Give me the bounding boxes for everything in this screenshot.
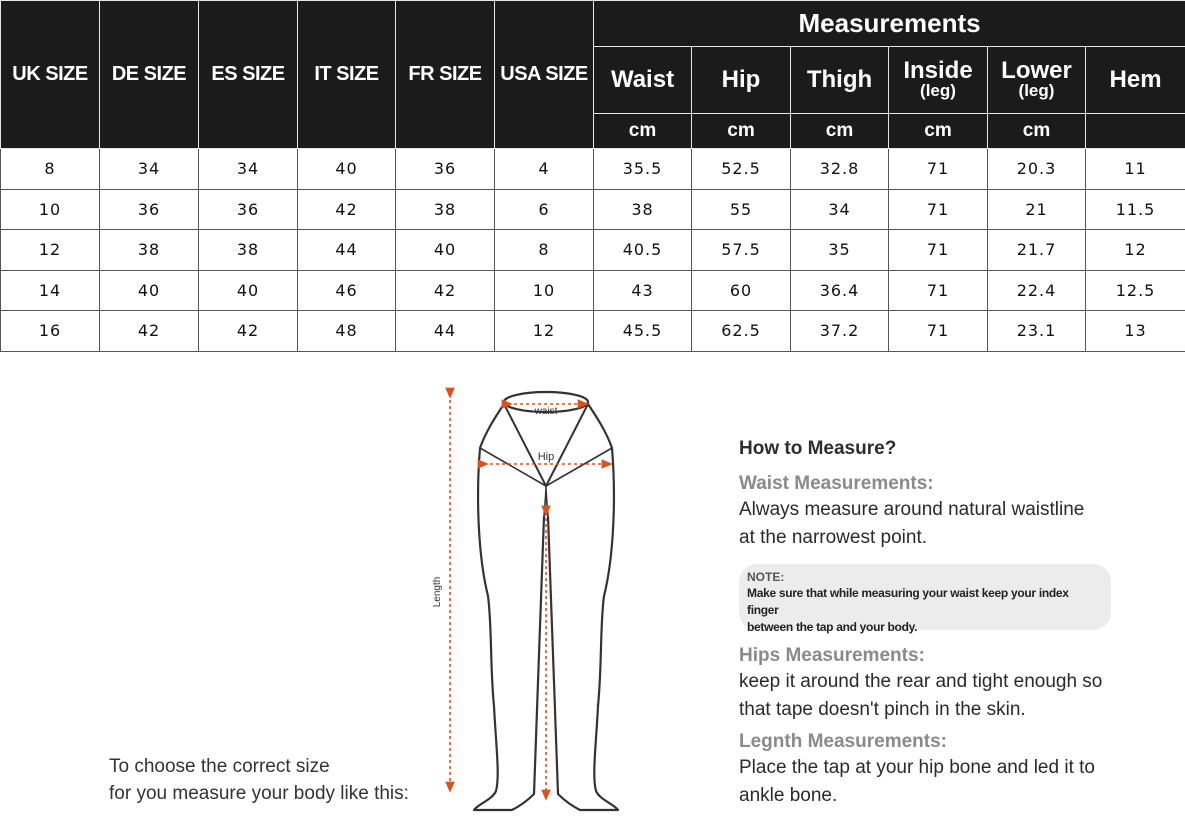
hip-label: Hip	[537, 451, 555, 463]
table-cell: 8	[1, 149, 100, 190]
table-cell: 36	[396, 149, 495, 190]
table-cell: 42	[199, 311, 298, 352]
table-cell: 62.5	[692, 311, 791, 352]
header-inside-label: Inside	[903, 57, 973, 84]
table-cell: 6	[495, 189, 594, 230]
table-cell: 46	[298, 270, 396, 311]
note-title: NOTE:	[747, 570, 785, 584]
header-es-size: ES SIZE	[199, 1, 298, 149]
header-thigh-label: Thigh	[806, 66, 873, 93]
header-it-size: IT SIZE	[298, 1, 396, 149]
hips-measurements-title: Hips Measurements:	[739, 645, 925, 666]
header-de-size: DE SIZE	[100, 1, 199, 149]
how-to-measure-section	[739, 438, 1159, 810]
table-cell: 60	[692, 270, 791, 311]
table-cell: 11	[1086, 149, 1185, 190]
choose-line-2: for you measure your body like this:	[109, 783, 409, 804]
table-cell: 10	[495, 270, 594, 311]
unit-inside: cm	[889, 114, 988, 149]
how-to-measure-title: How to Measure?	[739, 438, 897, 459]
unit-thigh: cm	[791, 114, 889, 149]
length-line-1: Place the tap at your hip bone and led it to	[739, 757, 1095, 778]
table-cell: 21	[988, 189, 1086, 230]
waist-measurements-title: Waist Measurements:	[739, 473, 934, 494]
table-cell: 38	[396, 189, 495, 230]
table-cell: 21.7	[988, 230, 1086, 271]
table-cell: 20.3	[988, 149, 1086, 190]
unit-hem	[1086, 114, 1185, 149]
table-cell: 34	[100, 149, 199, 190]
table-cell: 14	[1, 270, 100, 311]
table-cell: 40	[100, 270, 199, 311]
table-cell: 38	[199, 230, 298, 271]
table-cell: 44	[396, 311, 495, 352]
header-inside-sub: (leg)	[920, 81, 956, 100]
table-cell: 40	[396, 230, 495, 271]
table-cell: 43	[594, 270, 692, 311]
header-waist	[594, 47, 692, 114]
header-hip-label: Hip	[721, 66, 761, 93]
table-cell: 12	[1086, 230, 1185, 271]
table-row	[1, 311, 1185, 352]
table-row	[1, 189, 1185, 230]
table-cell: 35	[791, 230, 889, 271]
header-hem	[1086, 47, 1185, 114]
header-usa-size: USA SIZE	[495, 1, 594, 149]
pants-measurement-figure	[420, 386, 630, 826]
table-cell: 55	[692, 189, 791, 230]
table-row	[1, 270, 1185, 311]
hips-line-1: keep it around the rear and tight enough so	[739, 671, 1103, 692]
note-box	[739, 564, 1111, 634]
note-line-2: between the tap and your body.	[747, 620, 918, 634]
note-line-1: Make sure that while measuring your waist keep your index finger	[747, 586, 1069, 617]
header-measurements: Measurements	[594, 1, 1185, 47]
table-cell: 71	[889, 230, 988, 271]
table-row	[1, 149, 1185, 190]
table-cell: 35.5	[594, 149, 692, 190]
header-hip	[692, 47, 791, 114]
table-cell: 34	[199, 149, 298, 190]
table-cell: 22.4	[988, 270, 1086, 311]
table-cell: 71	[889, 311, 988, 352]
table-cell: 48	[298, 311, 396, 352]
choose-line-1: To choose the correct size	[109, 756, 330, 777]
table-cell: 13	[1086, 311, 1185, 352]
pants-diagram	[420, 386, 630, 826]
header-waist-label: Waist	[610, 66, 675, 93]
table-cell: 57.5	[692, 230, 791, 271]
table-cell: 52.5	[692, 149, 791, 190]
table-cell: 37.2	[791, 311, 889, 352]
header-inside-leg	[889, 47, 988, 114]
table-cell: 10	[1, 189, 100, 230]
table-cell: 23.1	[988, 311, 1086, 352]
header-uk-size: UK SIZE	[1, 1, 100, 149]
table-cell: 38	[594, 189, 692, 230]
waist-label: waist	[534, 406, 558, 417]
choose-size-text	[109, 753, 439, 807]
table-cell: 71	[889, 270, 988, 311]
header-lower-sub: (leg)	[1018, 81, 1055, 100]
table-cell: 40	[298, 149, 396, 190]
table-row	[1, 230, 1185, 271]
unit-lower: cm	[988, 114, 1086, 149]
table-cell: 32.8	[791, 149, 889, 190]
length-label: Length	[432, 576, 443, 608]
table-cell: 45.5	[594, 311, 692, 352]
header-thigh	[791, 47, 889, 114]
table-cell: 36.4	[791, 270, 889, 311]
table-cell: 40	[199, 270, 298, 311]
table-cell: 12	[495, 311, 594, 352]
table-cell: 71	[889, 149, 988, 190]
table-cell: 71	[889, 189, 988, 230]
table-cell: 42	[298, 189, 396, 230]
table-cell: 36	[100, 189, 199, 230]
unit-hip: cm	[692, 114, 791, 149]
hips-line-2: that tape doesn't pinch in the skin.	[739, 699, 1026, 720]
table-cell: 36	[199, 189, 298, 230]
table-cell: 12	[1, 230, 100, 271]
table-cell: 12.5	[1086, 270, 1185, 311]
table-cell: 38	[100, 230, 199, 271]
waist-line-1: Always measure around natural waistline	[739, 499, 1085, 520]
header-lower-label: Lower	[1001, 57, 1072, 84]
table-cell: 42	[396, 270, 495, 311]
table-cell: 4	[495, 149, 594, 190]
header-fr-size: FR SIZE	[396, 1, 495, 149]
table-cell: 8	[495, 230, 594, 271]
table-cell: 11.5	[1086, 189, 1185, 230]
table-cell: 44	[298, 230, 396, 271]
unit-waist: cm	[594, 114, 692, 149]
size-chart-table	[0, 0, 1185, 352]
table-cell: 42	[100, 311, 199, 352]
header-lower-leg	[988, 47, 1086, 114]
length-measurements-title: Legnth Measurements:	[739, 731, 947, 752]
header-hem-label: Hem	[1109, 66, 1162, 93]
table-cell: 34	[791, 189, 889, 230]
table-cell: 16	[1, 311, 100, 352]
waist-line-2: at the narrowest point.	[739, 527, 927, 548]
table-cell: 40.5	[594, 230, 692, 271]
length-line-2: ankle bone.	[739, 785, 838, 806]
